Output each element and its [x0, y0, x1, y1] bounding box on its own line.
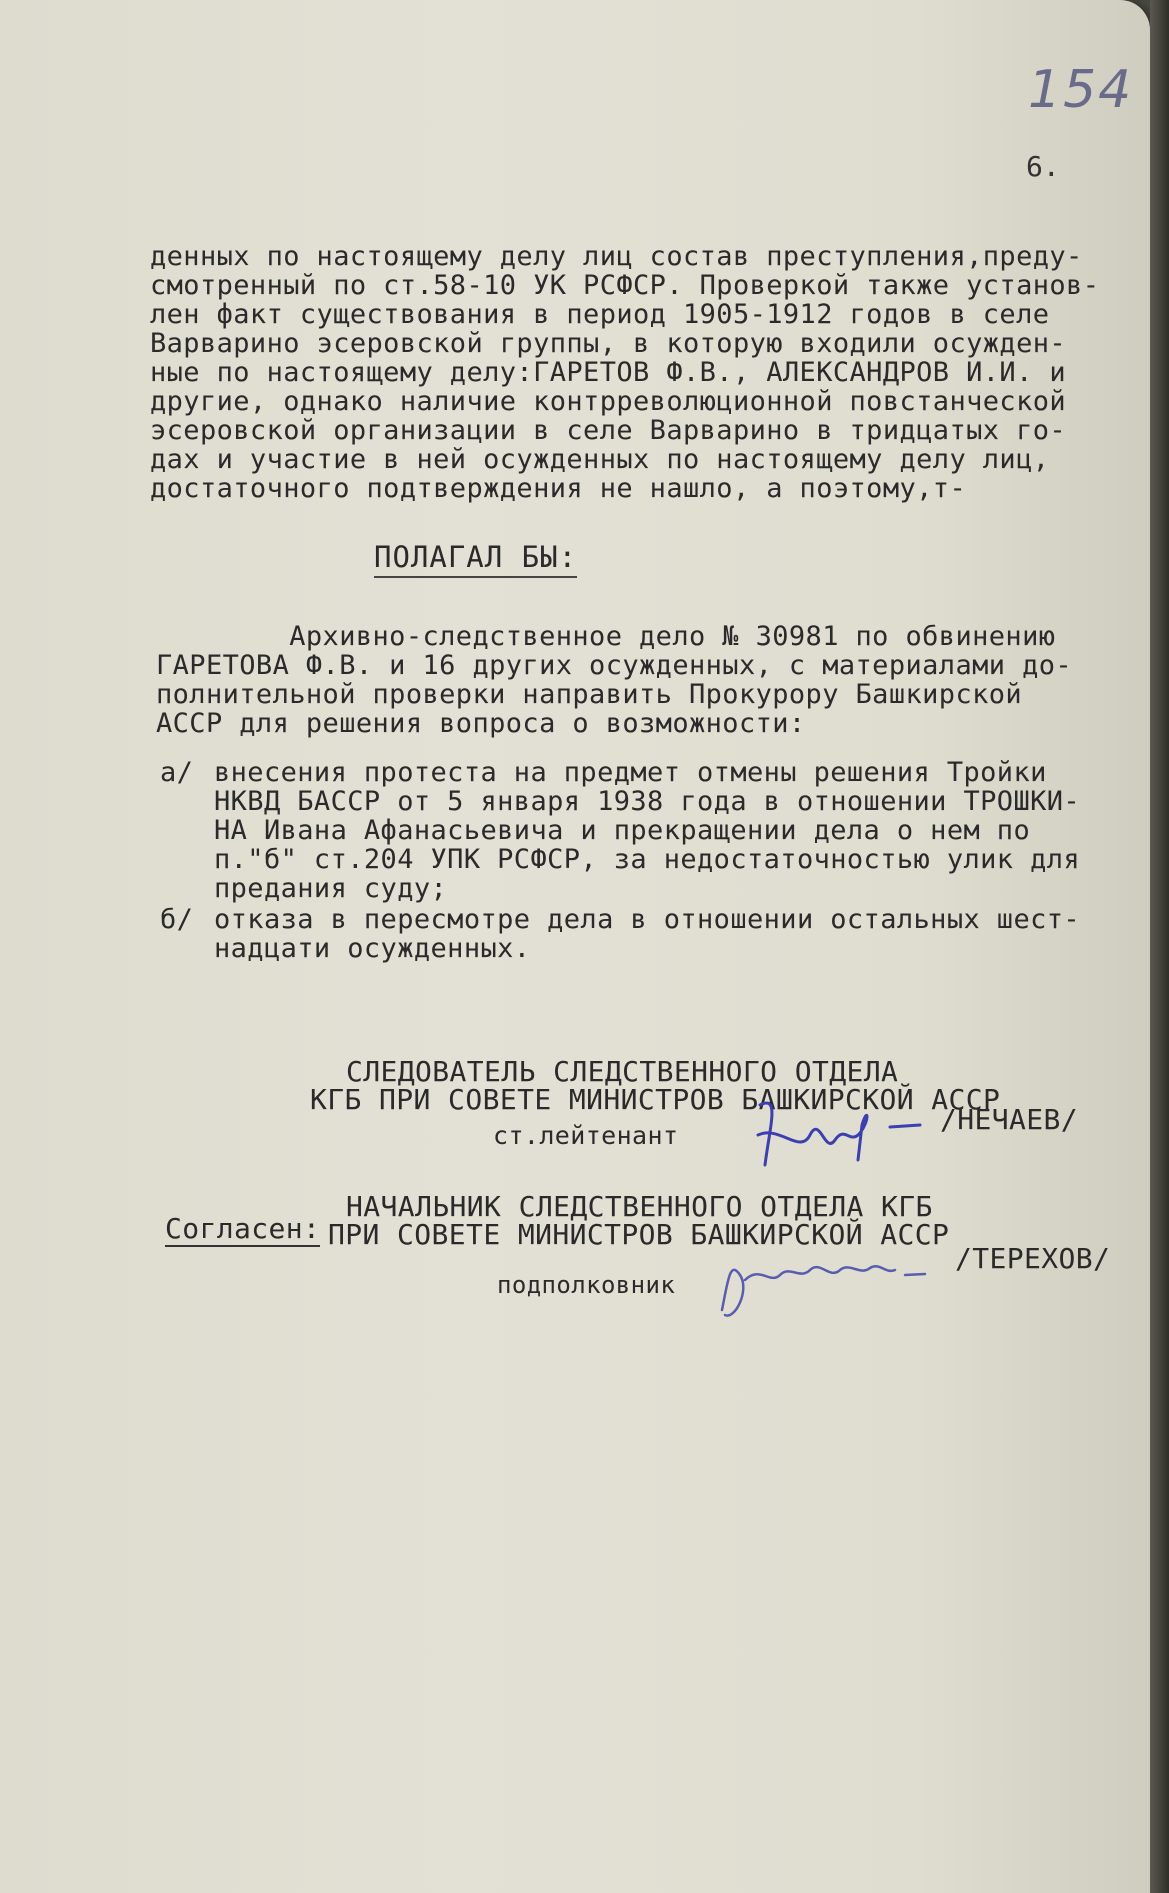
list-item-label: а/	[160, 757, 194, 788]
page-number: 6.	[1026, 150, 1060, 183]
chief-rank: подполковник	[497, 1271, 676, 1299]
body-paragraph: денных по настоящему делу лиц состав преступления,преду- смотренный по ст.58-10 УК РСФСР. Проверкой также установ- лен факт существования в период 1905-1912 годов в селе Варварино эсеровской группы, в которую входили осужден- ные по настоящему делу:ГАРЕТОВ Ф.В., АЛЕКСАНДРОВ И.И. и другие, однако наличие контрреволюционной повстанческой эсеровской организации в селе Варварино в тридцатых го- дах и участие в ней осужденных по настоящему делу лиц, достаточного подтверждения не нашло, а поэтому,т-	[150, 241, 1100, 504]
investigator-name: /НЕЧАЕВ/	[940, 1103, 1079, 1136]
decision-paragraph: Архивно-следственное дело № 30981 по обвинению ГАРЕТОВА Ф.В. и 16 других осужденных, с материалами до- полнительной проверки направить Прокурору Башкирской АССР для решения вопроса о возможности:	[156, 621, 1073, 739]
page-edge-shadow	[1150, 0, 1169, 1893]
chief-signature	[710, 1240, 950, 1325]
archive-page-number: 154	[1028, 60, 1134, 120]
chief-title-line-1: НАЧАЛЬНИК СЛЕДСТВЕННОГО ОТДЕЛА КГБ	[346, 1190, 933, 1223]
list-item-text: внесения протеста на предмет отмены решения Тройки НКВД БАССР от 5 января 1938 года в отношении ТРОШКИ- НА Ивана Афанасьевича и прекращении дела о нем по п."б" ст.204 УПК РСФСР, за недостаточностью улик для предания суду;	[214, 757, 1081, 904]
chief-title-line-2: ПРИ СОВЕТЕ МИНИСТРОВ БАШКИРСКОЙ АССР	[328, 1218, 950, 1251]
chief-name: /ТЕРЕХОВ/	[955, 1242, 1111, 1275]
investigator-title-line-1: СЛЕДОВАТЕЛЬ СЛЕДСТВЕННОГО ОТДЕЛА	[346, 1055, 899, 1088]
investigator-rank: ст.лейтенант	[493, 1121, 679, 1150]
agreed-label: Согласен:	[165, 1212, 321, 1245]
section-heading: ПОЛАГАЛ БЫ:	[374, 540, 577, 578]
investigator-signature	[750, 1085, 940, 1185]
list-item-text: отказа в пересмотре дела в отношении остальных шест- надцати осужденных.	[214, 904, 1081, 964]
investigator-title-line-2: КГБ ПРИ СОВЕТЕ МИНИСТРОВ БАШКИРСКОЙ АССР	[310, 1083, 1001, 1116]
list-item-label: б/	[160, 904, 194, 935]
